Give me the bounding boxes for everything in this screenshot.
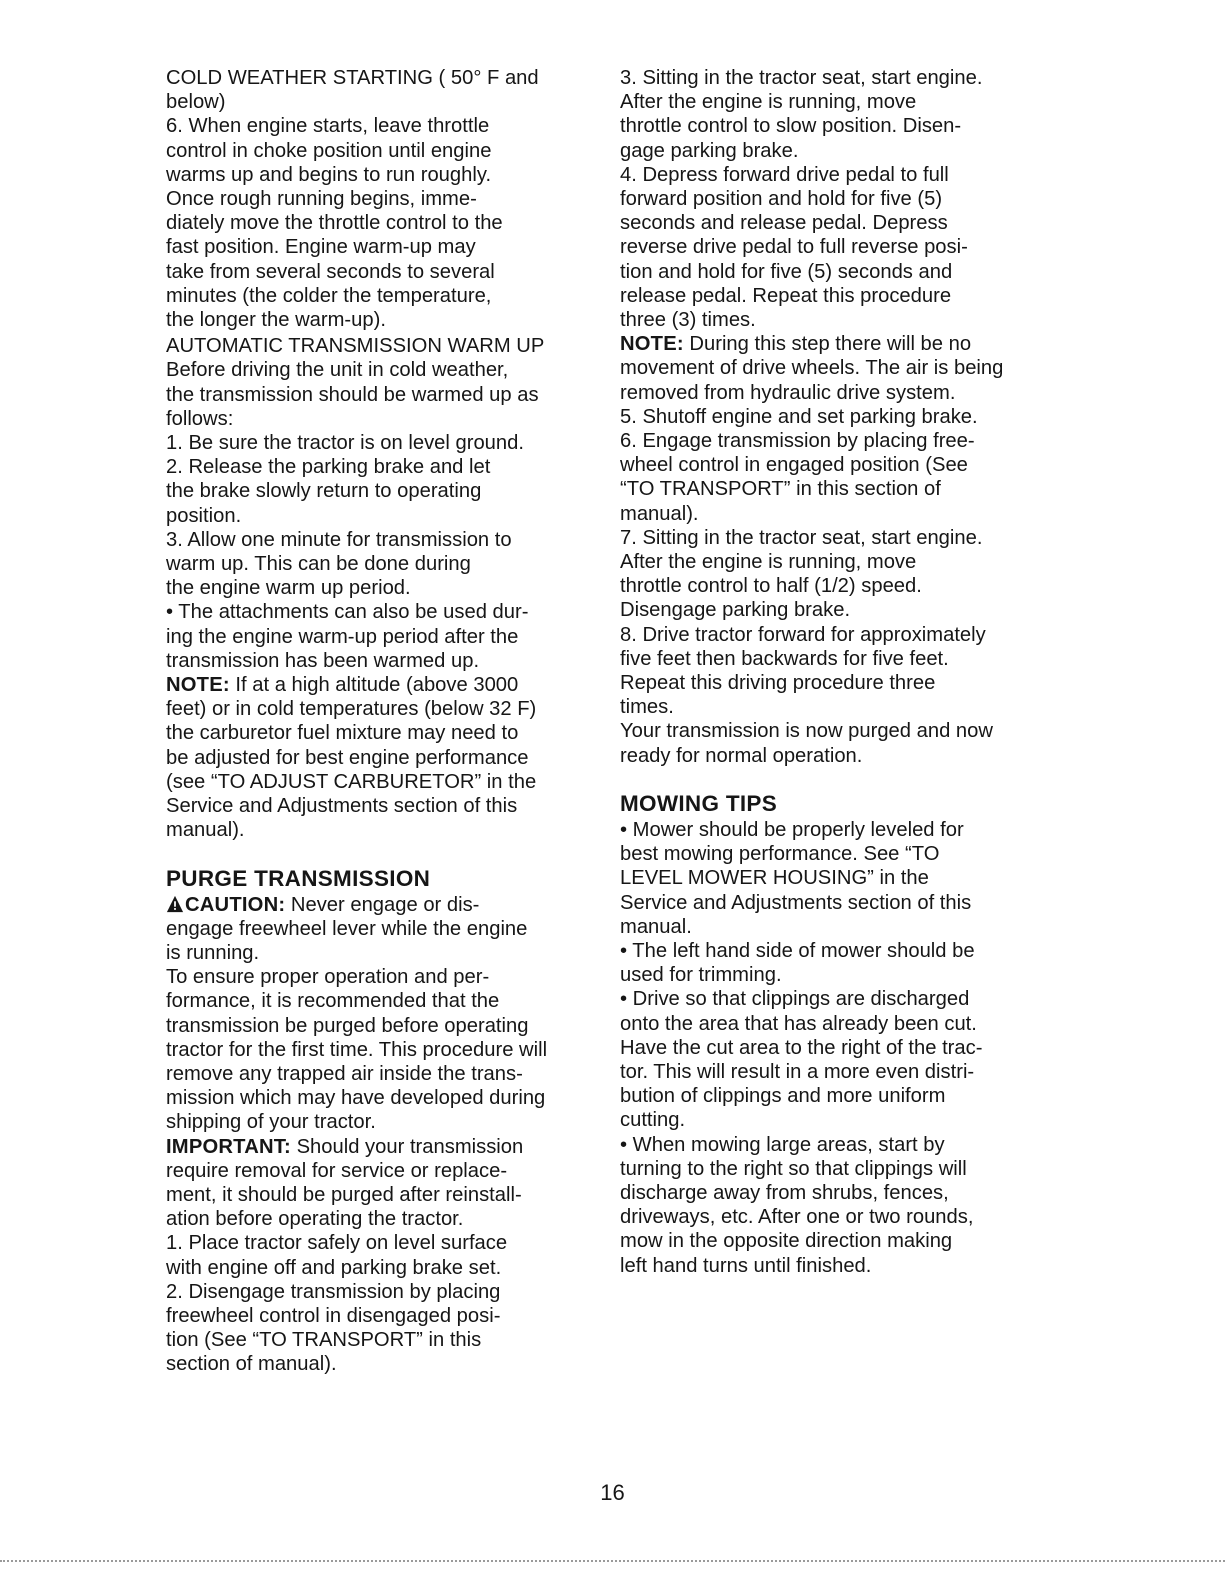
text-line: LEVEL MOWER HOUSING” in the: [620, 867, 929, 890]
important-text: Should your transmission: [290, 1135, 524, 1158]
left-column: [166, 66, 596, 1377]
text-line: the brake slowly return to operating: [166, 480, 482, 503]
text-line: manual).: [620, 502, 699, 525]
text-line: take from several seconds to several: [166, 260, 495, 283]
text-line: with engine off and parking brake set.: [166, 1256, 502, 1279]
text-line: wheel control in engaged position (See: [620, 454, 968, 477]
text-line: manual).: [166, 819, 245, 842]
mowing-tip: [620, 1133, 1050, 1278]
text-line: manual.: [620, 915, 692, 938]
text-line: shipping of your tractor.: [166, 1111, 376, 1134]
text-line: • When mowing large areas, start by: [620, 1133, 945, 1156]
text-line: 2. Disengage transmission by placing: [166, 1280, 501, 1303]
text-line: movement of drive wheels. The air is being: [620, 357, 1004, 380]
text-line: best mowing performance. See “TO: [620, 843, 940, 866]
attachments-bullet: [166, 600, 596, 673]
purge-step-6: [620, 429, 1050, 526]
text-line: Have the cut area to the right of the trac-: [620, 1036, 983, 1059]
text-line: 6. Engage transmission by placing free-: [620, 430, 975, 453]
drive-wheels-note: [620, 332, 1050, 405]
purged-statement: [620, 719, 1050, 767]
text-line: five feet then backwards for five feet.: [620, 647, 949, 670]
warmup-step-2: [166, 455, 596, 528]
text-line: ready for normal operation.: [620, 744, 863, 767]
text-line: used for trimming.: [620, 964, 782, 987]
purge-step-2: [166, 1280, 596, 1377]
text-line: discharge away from shrubs, fences,: [620, 1181, 949, 1204]
text-line: be adjusted for best engine performance: [166, 746, 529, 769]
note-text: If at a high altitude (above 3000: [229, 674, 519, 697]
text-line: 3. Sitting in the tractor seat, start engine.: [620, 67, 983, 89]
text-line: position.: [166, 504, 242, 527]
important-label: IMPORTANT:: [166, 1135, 291, 1158]
purge-step-5: [620, 405, 1050, 429]
text-line: the longer the warm-up).: [166, 309, 386, 332]
text-line: transmission be purged before operating: [166, 1014, 529, 1037]
text-line: reverse drive pedal to full reverse posi-: [620, 236, 968, 259]
text-line: 1. Place tractor safely on level surface: [166, 1232, 508, 1255]
warning-triangle-icon: [166, 895, 184, 913]
right-column: [620, 66, 1050, 1278]
text-line: Before driving the unit in cold weather,: [166, 359, 509, 382]
text-line: three (3) times.: [620, 309, 756, 332]
text-line: driveways, etc. After one or two rounds,: [620, 1206, 974, 1229]
text-line: tion (See “TO TRANSPORT” in this: [166, 1329, 482, 1352]
text-line: 6. When engine starts, leave throttle: [166, 115, 490, 138]
text-line: transmission has been warmed up.: [166, 649, 480, 672]
text-line: 5. Shutoff engine and set parking brake.: [620, 405, 978, 428]
text-line: diately move the throttle control to the: [166, 212, 503, 235]
text-line: 3. Allow one minute for transmission to: [166, 528, 512, 551]
purge-intro: [166, 965, 596, 1134]
text-line: throttle control to slow position. Disen-: [620, 115, 962, 138]
text-line: Disengage parking brake.: [620, 599, 851, 622]
text-line: Service and Adjustments section of this: [620, 891, 972, 914]
text-line: times.: [620, 696, 674, 719]
text-line: tion and hold for five (5) seconds and: [620, 260, 953, 283]
purge-step-1: [166, 1231, 596, 1279]
mowing-tips-heading: MOWING TIPS: [620, 790, 778, 816]
text-line: “TO TRANSPORT” in this section of: [620, 478, 941, 501]
warmup-step-1: [166, 431, 596, 455]
purge-step-7: [620, 526, 1050, 623]
text-line: After the engine is running, move: [620, 551, 917, 574]
text-line: (see “TO ADJUST CARBURETOR” in the: [166, 770, 537, 793]
altitude-note: [166, 673, 596, 842]
cold-weather-heading: COLD WEATHER STARTING ( 50° F and: [166, 67, 539, 89]
text-line: formance, it is recommended that the: [166, 990, 500, 1013]
text-line: removed from hydraulic drive system.: [620, 381, 956, 404]
text-line: Your transmission is now purged and now: [620, 720, 993, 743]
text-line: the carburetor fuel mixture may need to: [166, 722, 519, 745]
text-line: the engine warm up period.: [166, 577, 411, 600]
page-number: 16: [600, 1480, 625, 1505]
text-line: Repeat this driving procedure three: [620, 672, 936, 695]
cold-weather-heading-cont: below): [166, 91, 226, 114]
text-line: ation before operating the tractor.: [166, 1208, 464, 1231]
text-line: ing the engine warm-up period after the: [166, 625, 519, 648]
step-6-cold-start: [166, 114, 596, 332]
purge-step-3: [620, 66, 1050, 163]
warmup-step-3: [166, 528, 596, 601]
text-line: fast position. Engine warm-up may: [166, 236, 476, 259]
text-line: engage freewheel lever while the engine: [166, 917, 528, 940]
text-line: ment, it should be purged after reinstall-: [166, 1183, 522, 1206]
caution-label: CAUTION:: [185, 893, 286, 916]
text-line: control in choke position until engine: [166, 139, 492, 162]
text-line: warms up and begins to run roughly.: [166, 163, 492, 186]
note-label: NOTE:: [166, 674, 230, 697]
text-line: forward position and hold for five (5): [620, 188, 943, 211]
purge-step-8: [620, 623, 1050, 720]
text-line: • Drive so that clippings are discharged: [620, 988, 970, 1011]
purge-step-4: [620, 163, 1050, 332]
text-line: left hand turns until finished.: [620, 1254, 872, 1277]
text-line: • The left hand side of mower should be: [620, 939, 975, 962]
purge-transmission-heading: PURGE TRANSMISSION: [166, 865, 431, 891]
text-line: warm up. This can be done during: [166, 553, 471, 576]
text-line: 8. Drive tractor forward for approximately: [620, 623, 986, 646]
mowing-tip: [620, 818, 1050, 939]
text-line: throttle control to half (1/2) speed.: [620, 575, 922, 598]
text-line: gage parking brake.: [620, 139, 799, 162]
text-line: feet) or in cold temperatures (below 32 F): [166, 698, 537, 721]
text-line: follows:: [166, 407, 234, 430]
note-label: NOTE:: [620, 333, 684, 356]
text-line: • Mower should be properly leveled for: [620, 818, 964, 841]
text-line: tractor for the first time. This procedure will: [166, 1038, 548, 1061]
note-text: During this step there will be no: [683, 333, 972, 356]
caution-block: [166, 893, 596, 966]
text-line: After the engine is running, move: [620, 91, 917, 114]
text-line: 4. Depress forward drive pedal to full: [620, 163, 949, 186]
mowing-tip: [620, 939, 1050, 987]
mowing-tip: [620, 987, 1050, 1132]
text-line: • The attachments can also be used dur-: [166, 601, 529, 624]
text-line: minutes (the colder the temperature,: [166, 284, 492, 307]
text-line: 7. Sitting in the tractor seat, start engine.: [620, 526, 983, 549]
text-line: release pedal. Repeat this procedure: [620, 284, 952, 307]
caution-text: Never engage or dis-: [285, 893, 480, 916]
text-line: 2. Release the parking brake and let: [166, 456, 491, 479]
text-line: 1. Be sure the tractor is on level ground.: [166, 432, 524, 455]
text-line: tor. This will result in a more even distri-: [620, 1060, 975, 1083]
text-line: onto the area that has already been cut.: [620, 1012, 977, 1035]
text-line: bution of clippings and more uniform: [620, 1085, 946, 1108]
auto-transmission-heading: AUTOMATIC TRANSMISSION WARM UP: [166, 335, 545, 358]
text-line: turning to the right so that clippings will: [620, 1157, 967, 1180]
text-line: freewheel control in disengaged posi-: [166, 1304, 501, 1327]
text-line: mission which may have developed during: [166, 1087, 546, 1110]
text-line: mow in the opposite direction making: [620, 1230, 953, 1253]
text-line: Service and Adjustments section of this: [166, 795, 518, 818]
auto-intro: [166, 358, 596, 431]
text-line: section of manual).: [166, 1353, 337, 1376]
bottom-border: [0, 1560, 1225, 1562]
text-line: remove any trapped air inside the trans-: [166, 1062, 523, 1085]
text-line: require removal for service or replace-: [166, 1159, 508, 1182]
text-line: To ensure proper operation and per-: [166, 966, 490, 989]
text-line: the transmission should be warmed up as: [166, 383, 539, 406]
text-line: cutting.: [620, 1109, 686, 1132]
important-block: [166, 1135, 596, 1232]
text-line: seconds and release pedal. Depress: [620, 212, 948, 235]
text-line: Once rough running begins, imme-: [166, 188, 477, 211]
text-line: is running.: [166, 941, 260, 964]
